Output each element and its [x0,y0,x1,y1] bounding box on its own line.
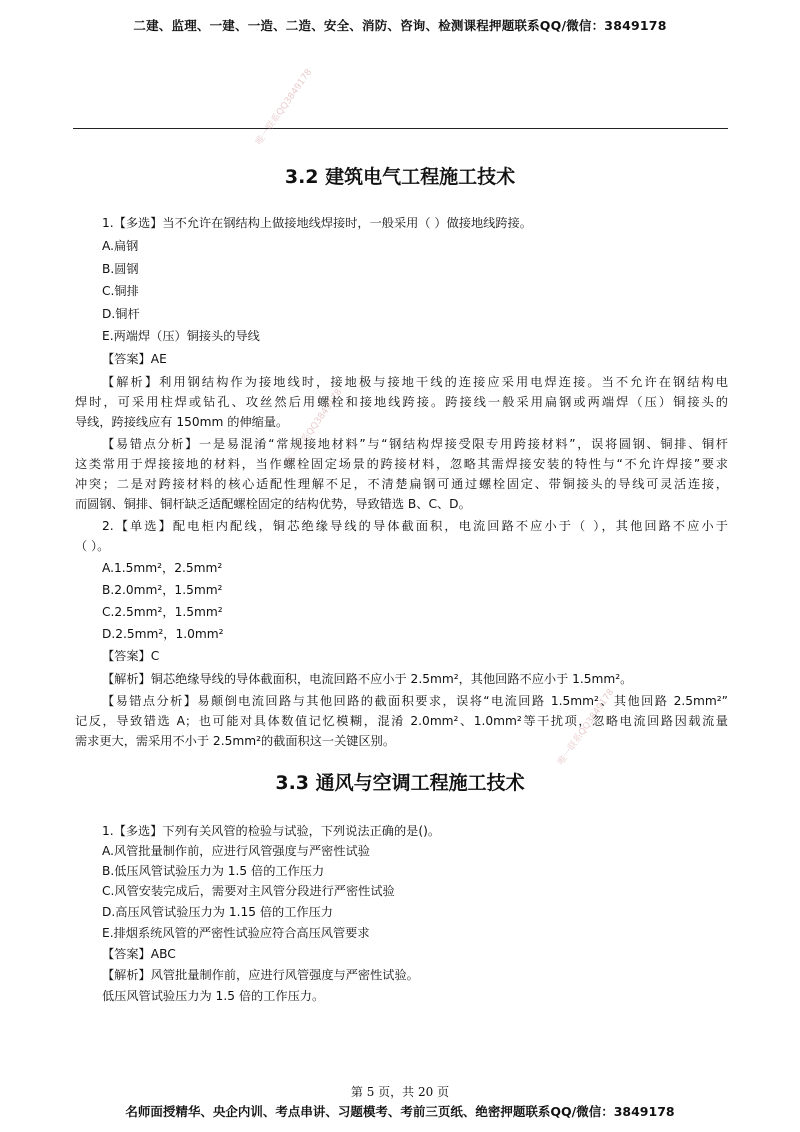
q2-stem-line-1: 2.【单选】配电柜内配线，铜芯绝缘导线的导体截面积，电流回路不应小于（ ），其他回路不应小于 [102,519,728,533]
s33-q1-answer: 【答案】ABC [102,947,176,961]
page-number: 第 5 页，共 20 页 [350,1085,450,1099]
s33-q1-option-c: C.风管安装完成后，需要对主风管分段进行严密性试验 [102,884,395,898]
s33-q1-option-e: E.排烟系统风管的严密性试验应符合高压风管要求 [102,926,370,940]
section-title-3-2: 3.2 建筑电气工程施工技术 [284,166,516,188]
header-contact-banner: 二建、监理、一建、一造、二造、安全、消防、咨询、检测课程押题联系QQ/微信：3849178 [133,18,667,33]
q1-analysis-line-3: 导线，跨接线应有 150mm 的伸缩量。 [75,415,289,429]
q2-error-line-2: 记反，导致错选 A；也可能对具体数值记忆模糊，混淆 2.0mm²、1.0mm²等干扰项，忽略电流回路因载流量 [75,714,728,728]
watermark-1: 唯一联系QQ3849178 [254,67,315,148]
watermark-3: 唯一联系QQ3849178 [556,687,617,768]
q2-option-b: B.2.0mm²，1.5mm² [102,583,223,597]
q1-error-line-1: 【易错点分析】一是易混淆“常规接地材料”与“钢结构焊接受限专用跨接材料”，误将圆钢、铜排、铜杆 [102,437,728,451]
q1-analysis-line-2: 焊时，可采用柱焊或钻孔、攻丝然后用螺栓和接地线跨接。跨接线一般采用扁钢或两端焊（压）铜接头的 [75,395,728,409]
q2-answer: 【答案】C [102,649,160,663]
s33-q1-option-b: B.低压风管试验压力为 1.5 倍的工作压力 [102,864,325,878]
q1-stem: 1.【多选】当不允许在钢结构上做接地线焊接时，一般采用（ ）做接地线跨接。 [102,216,532,230]
q1-option-e: E.两端焊（压）铜接头的导线 [102,329,260,343]
q1-option-b: B.圆钢 [102,262,139,276]
q1-option-a: A.扁钢 [102,239,139,253]
q1-answer: 【答案】AE [102,352,167,366]
q1-error-line-3: 冲突；二是对跨接材料的核心适配性理解不足，不清楚扁钢可通过螺栓固定、带铜接头的导线可灵活连接， [75,477,728,491]
q1-error-line-2: 这类常用于焊接接地的材料，当作螺栓固定场景的跨接材料，忽略其需焊接安装的特性与“不允许焊接”要求 [75,457,728,471]
q2-option-a: A.1.5mm²，2.5mm² [102,561,223,575]
s33-q1-option-d: D.高压风管试验压力为 1.15 倍的工作压力 [102,905,333,919]
q2-option-c: C.2.5mm²，1.5mm² [102,605,223,619]
q2-option-d: D.2.5mm²，1.0mm² [102,627,224,641]
q1-option-c: C.铜排 [102,284,139,298]
q1-analysis-line-1: 【解析】利用钢结构作为接地线时，接地极与接地干线的连接应采用电焊连接。当不允许在钢结构电 [102,375,728,389]
q1-option-d: D.铜杆 [102,307,140,321]
q2-stem-line-2: （ ）。 [75,539,110,553]
watermark-2: 唯一联系QQ3849178 [284,387,345,468]
q2-analysis-line-1: 【解析】铜芯绝缘导线的导体截面积，电流回路不应小于 2.5mm²，其他回路不应小于 1.5mm²。 [102,672,633,686]
section-title-3-3: 3.3 通风与空调工程施工技术 [275,772,525,794]
q2-error-line-1: 【易错点分析】易颠倒电流回路与其他回路的截面积要求，误将“电流回路 1.5mm²、其他回路 2.5mm²” [102,694,728,708]
s33-q1-option-a: A.风管批量制作前，应进行风管强度与严密性试验 [102,844,370,858]
footer-contact-banner: 名师面授精华、央企内训、考点串讲、习题模考、考前三页纸、绝密押题联系QQ/微信：3849178 [125,1104,675,1119]
q1-error-line-4: 而圆钢、铜排、铜杆缺乏适配螺栓固定的结构优势，导致错选 B、C、D。 [75,497,471,511]
q2-error-line-3: 需求更大，需采用不小于 2.5mm²的截面积这一关键区别。 [75,734,396,748]
s33-q1-stem: 1.【多选】下列有关风管的检验与试验，下列说法正确的是()。 [102,824,441,838]
header-divider [73,128,728,129]
s33-q1-analysis-line-2: 低压风管试验压力为 1.5 倍的工作压力。 [102,989,325,1003]
s33-q1-analysis-line-1: 【解析】风管批量制作前，应进行风管强度与严密性试验。 [102,968,419,982]
